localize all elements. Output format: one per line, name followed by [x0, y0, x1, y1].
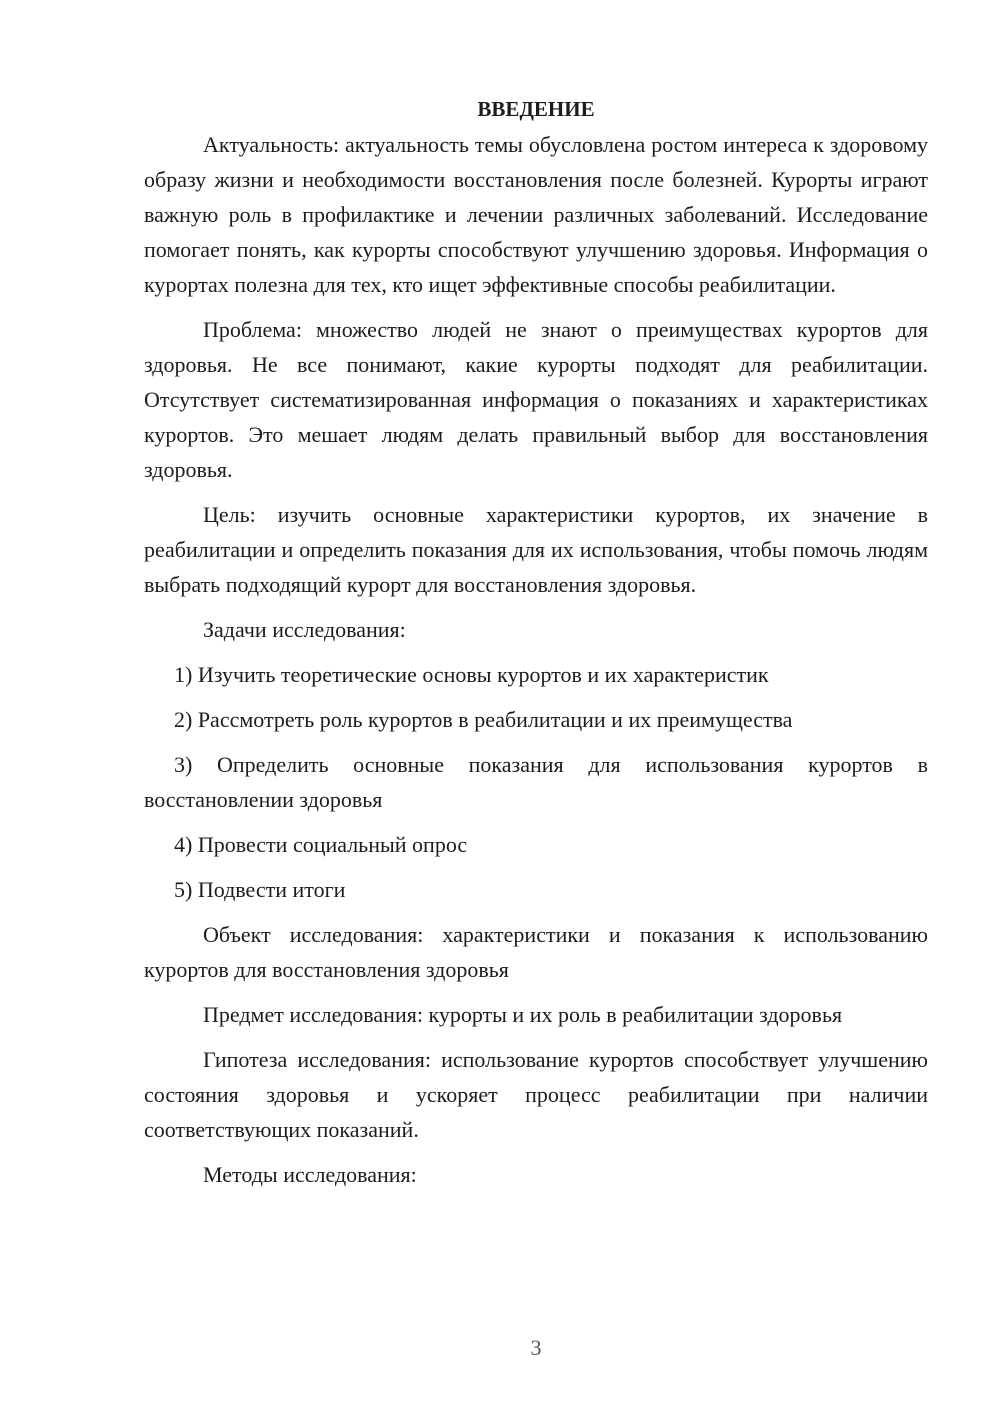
task-item-1: 1) Изучить теоретические основы курортов и их характеристик [174, 662, 769, 687]
hypothesis-paragraph: Гипотеза исследования: использование курортов способствует улучшению состояния здоровья и ускоряет процесс реабилитации при наличии соответствующих показаний. [144, 1047, 928, 1142]
relevance-paragraph: Актуальность: актуальность темы обусловлена ростом интереса к здоровому образу жизни и необходимости восстановления после болезней. Курорты играют важную роль в профилактике и лечении различных заболеваний. Исследование помогает понять, как курорты способствуют улучшению здоровья. Информация о курортах полезна для тех, кто ищет эффективные способы реабилитации. [144, 132, 928, 297]
methods-title: Методы исследования: [203, 1162, 417, 1187]
tasks-title: Задачи исследования: [203, 617, 406, 642]
task-item-4: 4) Провести социальный опрос [174, 832, 468, 857]
problem-paragraph: Проблема: множество людей не знают о преимуществах курортов для здоровья. Не все понимают, какие курорты подходят для реабилитации. Отсутствует систематизированная информация о показаниях и характеристиках курортов. Это мешает людям делать правильный выбор для восстановления здоровья. [144, 317, 928, 482]
object-paragraph: Объект исследования: характеристики и показания к использованию курортов для восстановления здоровья [144, 922, 928, 982]
section-heading: ВВЕДЕНИЕ [477, 97, 595, 121]
subject-paragraph: Предмет исследования: курорты и их роль в реабилитации здоровья [203, 1002, 843, 1027]
page-number: 3 [530, 1335, 542, 1360]
goal-paragraph: Цель: изучить основные характеристики курортов, их значение в реабилитации и определить показания для их использования, чтобы помочь людям выбрать подходящий курорт для восстановления здоровья. [144, 502, 928, 597]
task-item-2: 2) Рассмотреть роль курортов в реабилитации и их преимущества [174, 707, 793, 732]
document-page [144, 92, 928, 1202]
task-item-5: 5) Подвести итоги [174, 877, 346, 902]
task-item-3: 3) Определить основные показания для использования курортов в восстановлении здоровья [144, 752, 928, 812]
